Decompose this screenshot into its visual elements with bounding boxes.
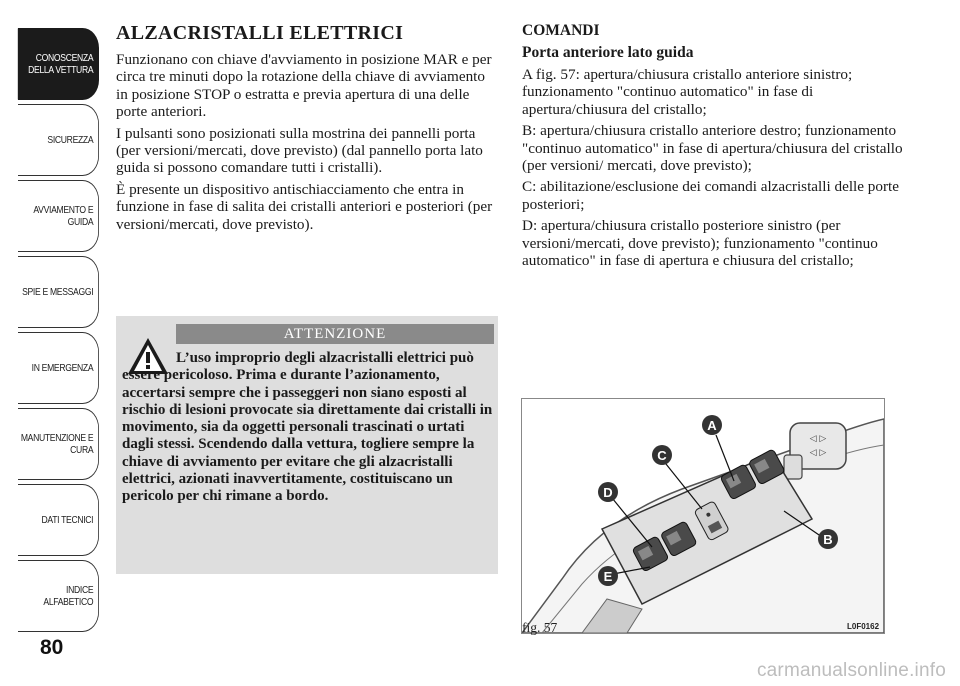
window-switch-illustration — [522, 399, 884, 633]
warning-text-block — [122, 350, 494, 506]
control-item-a: A fig. 57: apertura/chiusura cristallo anteriore sinistro; funzionamento "continuo automatico" in fase di apertura/chiusura del cristallo; — [522, 66, 853, 118]
paragraph: Funzionano con chiave d'avviamento in posizione MAR e per circa tre minuti dopo la rotazione della chiave di avviamento in posizione STOP o estratta e previa apertura di una delle porte anteriori. — [116, 51, 492, 121]
tab-label: INDICE ALFABETICO — [43, 584, 94, 608]
control-item-c: C: abilitazione/esclusione dei comandi alzacristalli delle porte posteriori; — [522, 178, 900, 213]
figure-caption: fig. 57 — [522, 620, 558, 635]
callout-d — [598, 482, 618, 502]
controls-heading: COMANDI — [522, 22, 600, 39]
svg-text:◁ ▷: ◁ ▷ — [809, 448, 827, 458]
tab-label: CONOSCENZA DELLA VETTURA — [28, 52, 94, 76]
callout-e — [598, 566, 618, 586]
page-number: 80 — [40, 636, 64, 659]
tab-label: IN EMERGENZA — [31, 362, 94, 374]
section-title: ALZACRISTALLI ELETTRICI — [116, 22, 404, 44]
control-item-d: D: apertura/chiusura cristallo posteriore sinistro (per versioni/mercati, dove previsto); funzionamento "continuo automatico" in fase di apertura e chiusura del cristallo; — [522, 217, 878, 270]
svg-text:A: A — [707, 418, 717, 433]
callout-b — [818, 529, 838, 549]
tab-sicurezza[interactable] — [18, 104, 99, 176]
svg-text:◁ ▷: ◁ ▷ — [809, 434, 827, 444]
control-item-b: B: apertura/chiusura cristallo anteriore destro; funzionamento "continuo automatico" in fase di apertura/chiusura del cristallo (per versioni/ mercati, dove previsto); — [522, 122, 903, 175]
tab-label: MANUTENZIONE E CURA — [20, 432, 94, 456]
paragraph: È presente un dispositivo antischiacciamento che entra in funzione in fase di salita dei cristalli anteriori e posteriori (per versioni/mercati, dove previsto). — [116, 180, 493, 233]
right-column — [522, 22, 912, 273]
tab-dati-tecnici[interactable] — [18, 484, 99, 556]
left-column — [116, 22, 500, 237]
tab-label: AVVIAMENTO E GUIDA — [33, 204, 94, 228]
figure-window-switches — [521, 398, 885, 634]
tab-label: DATI TECNICI — [41, 514, 94, 526]
tab-manutenzione-e-cura[interactable] — [18, 408, 99, 480]
warning-box — [116, 316, 498, 574]
watermark: carmanualsonline.info — [756, 660, 946, 681]
svg-text:E: E — [603, 569, 613, 584]
svg-text:C: C — [657, 448, 667, 463]
driver-door-heading: Porta anteriore lato guida — [522, 44, 694, 61]
callout-c — [652, 445, 672, 465]
figure-code: L0F0162 — [847, 622, 880, 631]
tab-indice-alfabetico[interactable] — [18, 560, 99, 632]
tab-in-emergenza[interactable] — [18, 332, 99, 404]
svg-text:B: B — [823, 532, 833, 547]
warning-text: L’uso improprio degli alzacristalli elettrici può essere pericoloso. Prima e durante l’azionamento, accertarsi sempre che i passeggeri non siano esposti al rischio di lesioni provocate sia direttamente dai cristalli in movimento, sia da oggetti personali trascinati o urtati dagli stessi. Scendendo dalla vettura, togliere sempre la chiave di avviamento per evitare che gli alzacristalli elettrici, azionati inavvertitamente, costituiscano un pericolo per chi rimane a bordo. — [122, 350, 493, 505]
tab-label: SPIE E MESSAGGI — [22, 286, 94, 298]
tab-spie-e-messaggi[interactable] — [18, 256, 99, 328]
tab-avviamento-e-guida[interactable] — [18, 180, 99, 252]
svg-text:D: D — [603, 485, 613, 500]
tab-label: SICUREZZA — [47, 134, 94, 146]
warning-heading: ATTENZIONE — [176, 324, 494, 344]
paragraph: I pulsanti sono posizionati sulla mostrina dei pannelli porta (per versioni/mercati, dove previsto) (dal pannello porta lato guida si possono comandare tutti i cristalli). — [116, 124, 483, 177]
tab-conoscenza-della-vettura[interactable] — [18, 28, 99, 100]
callout-a — [702, 415, 722, 435]
